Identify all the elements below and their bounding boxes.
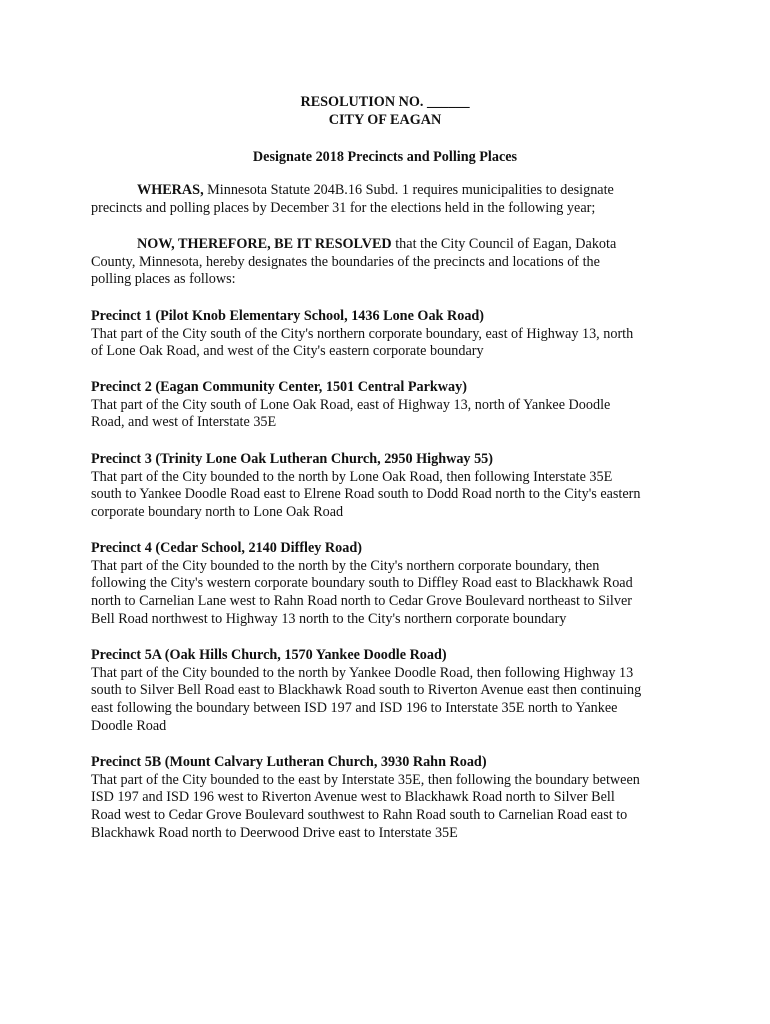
precinct-5b-line: Blackhawk Road north to Deerwood Drive east to Interstate 35E xyxy=(91,824,458,841)
document-title: Designate 2018 Precincts and Polling Places xyxy=(252,149,518,165)
precinct-2-heading: Precinct 2 (Eagan Community Center, 1501 Central Parkway) xyxy=(91,379,467,395)
whereas-text-2: precincts and polling places by December 31 for the elections held in the following year; xyxy=(91,199,596,216)
precinct-1-section xyxy=(91,308,691,361)
precinct-3-section xyxy=(91,451,691,522)
precinct-5b-line: ISD 197 and ISD 196 west to Riverton Avenue west to Blackhawk Road north to Silver Bell xyxy=(91,789,615,806)
precinct-1-heading: Precinct 1 (Pilot Knob Elementary School, 1436 Lone Oak Road) xyxy=(91,308,485,324)
precinct-4-line: That part of the City bounded to the north by the City's northern corporate boundary, then xyxy=(91,557,600,574)
resolution-header xyxy=(0,94,770,129)
precinct-4-heading: Precinct 4 (Cedar School, 2140 Diffley Road) xyxy=(91,540,362,556)
precinct-4-line: following the City's western corporate boundary south to Diffley Road east to Blackhawk Road xyxy=(91,575,633,592)
precinct-5a-line: Doodle Road xyxy=(91,717,167,734)
whereas-paragraph xyxy=(91,182,691,217)
resolved-text-3: polling places as follows: xyxy=(91,271,236,288)
precinct-4-section xyxy=(91,540,691,629)
resolved-text-1: that the City Council of Eagan, Dakota xyxy=(391,236,617,252)
whereas-lead: WHERAS, xyxy=(137,182,204,198)
resolved-lead: NOW, THEREFORE, BE IT RESOLVED xyxy=(137,236,392,252)
precinct-5a-line: east following the boundary between ISD 197 and ISD 196 to Interstate 35E north to Yankee xyxy=(91,700,618,717)
precinct-1-line: of Lone Oak Road, and west of the City's eastern corporate boundary xyxy=(91,343,484,360)
precinct-2-line: Road, and west of Interstate 35E xyxy=(91,414,277,431)
precinct-5b-line: Road west to Cedar Grove Boulevard southwest to Rahn Road south to Carnelian Road east to xyxy=(91,807,628,824)
precinct-5a-line: That part of the City bounded to the north by Yankee Doodle Road, then following Highway 13 xyxy=(91,664,634,681)
resolved-text-2: County, Minnesota, hereby designates the boundaries of the precincts and locations of the xyxy=(91,253,600,270)
precinct-5b-section xyxy=(91,754,691,843)
precinct-5a-section xyxy=(91,647,691,736)
precinct-5b-line: That part of the City bounded to the east by Interstate 35E, then following the boundary between xyxy=(91,771,640,788)
precinct-4-line: Bell Road northwest to Highway 13 north to the City's northern corporate boundary xyxy=(91,610,567,627)
precinct-4-line: north to Carnelian Lane west to Rahn Road north to Cedar Grove Boulevard northeast to Silver xyxy=(91,593,632,610)
precinct-5a-line: south to Silver Bell Road east to Blackhawk Road south to Riverton Avenue east then continuing xyxy=(91,682,642,699)
precinct-5b-heading: Precinct 5B (Mount Calvary Lutheran Church, 3930 Rahn Road) xyxy=(91,754,487,770)
precinct-5a-heading: Precinct 5A (Oak Hills Church, 1570 Yankee Doodle Road) xyxy=(91,647,447,663)
precinct-3-heading: Precinct 3 (Trinity Lone Oak Lutheran Church, 2950 Highway 55) xyxy=(91,451,493,467)
precinct-1-line: That part of the City south of the City's northern corporate boundary, east of Highway 13, north xyxy=(91,325,634,342)
precinct-3-line: That part of the City bounded to the north by Lone Oak Road, then following Interstate 35E xyxy=(91,468,613,485)
precinct-3-line: south to Yankee Doodle Road east to Elrene Road south to Dodd Road north to the City's eastern xyxy=(91,486,641,503)
resolution-number: RESOLUTION NO. ______ xyxy=(300,94,470,110)
city-name: CITY OF EAGAN xyxy=(328,111,442,128)
whereas-text-1: Minnesota Statute 204B.16 Subd. 1 requires municipalities to designate xyxy=(203,182,614,198)
precinct-2-section xyxy=(91,379,691,432)
precinct-3-line: corporate boundary north to Lone Oak Road xyxy=(91,504,344,521)
precinct-2-line: That part of the City south of Lone Oak Road, east of Highway 13, north of Yankee Doodle xyxy=(91,396,611,413)
resolved-paragraph xyxy=(91,236,691,289)
